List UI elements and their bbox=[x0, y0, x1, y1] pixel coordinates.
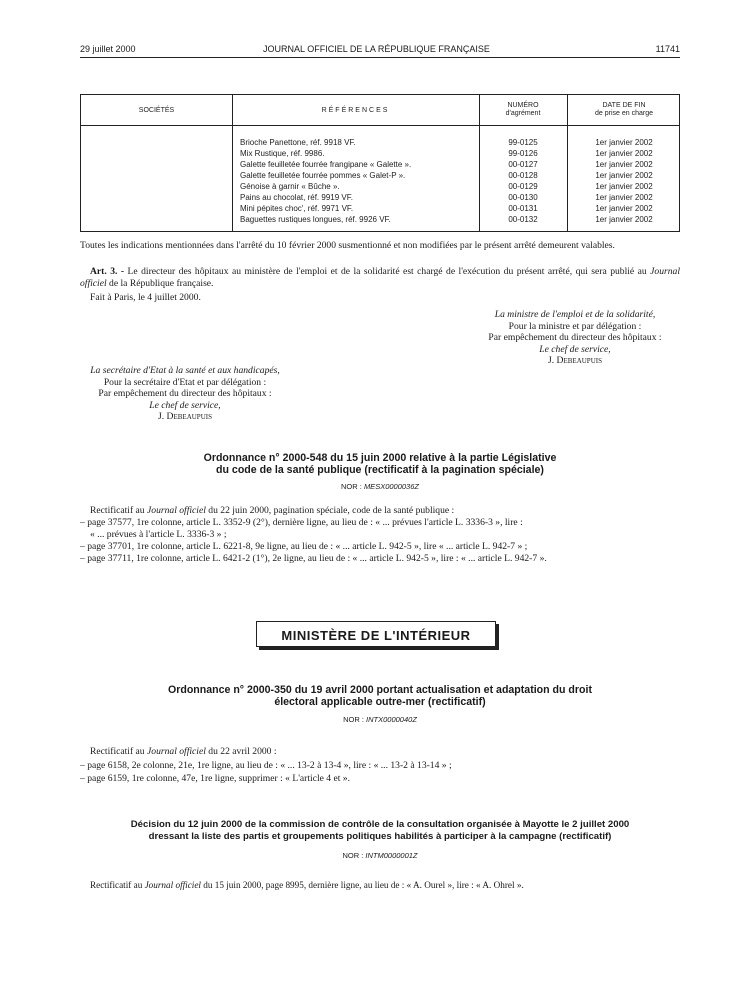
table-row-date: 1er janvier 2002 bbox=[595, 138, 653, 147]
done-at-paris: Fait à Paris, le 4 juillet 2000. bbox=[90, 292, 201, 303]
ordonnance-350-title-line2: électoral applicable outre-mer (rectificatif) bbox=[274, 696, 486, 708]
col-header-societes: SOCIÉTÉS bbox=[138, 107, 175, 114]
table-row-date: 1er janvier 2002 bbox=[595, 171, 653, 180]
table-row-date: 1er janvier 2002 bbox=[595, 160, 653, 169]
table-row-numero: 00-0128 bbox=[508, 171, 538, 180]
table-row-numero: 00-0131 bbox=[508, 204, 538, 213]
ordonnance-350-title-line1: Ordonnance n° 2000-350 du 19 avril 2000 portant actualisation et adaptation du droit bbox=[168, 684, 592, 696]
ordonnance-350-nor bbox=[80, 715, 680, 724]
table-row-reference: Galette feuilletée fourrée frangipane « Galette ». bbox=[240, 160, 412, 169]
decision-title bbox=[80, 819, 680, 842]
sig-left-role: Le chef de service, bbox=[149, 399, 221, 411]
signature-block-minister bbox=[470, 309, 680, 367]
table-row-reference: Brioche Panettone, réf. 9918 VF. bbox=[240, 138, 356, 147]
references-column bbox=[240, 137, 411, 225]
validity-paragraph: Toutes les indications mentionnées dans l'arrêté du 10 février 2000 susmentionné et non modifiées par le présent arrêté demeurent valables. bbox=[80, 240, 615, 251]
sig-left-delegation: Pour la secrétaire d'Etat et par délégation : bbox=[103, 376, 267, 388]
table-row-reference: Baguettes rustiques longues, réf. 9926 VF. bbox=[240, 215, 391, 224]
table-row-numero: 99-0126 bbox=[508, 149, 538, 158]
header-date: 29 juillet 2000 bbox=[80, 44, 136, 54]
ordonnance-548-title-line1: Ordonnance n° 2000-548 du 15 juin 2000 relative à la partie Législative bbox=[203, 452, 557, 464]
ministry-heading: MINISTÈRE DE L'INTÉRIEUR bbox=[281, 628, 471, 643]
ordonnance-548-nor bbox=[80, 482, 680, 491]
ordonnance-350-item-1: – page 6158, 2e colonne, 21e, 1re ligne, au lieu de : « ... 13-2 à 13-4 », lire : « ... 13-2 à 13-14 » ; bbox=[80, 759, 452, 771]
nor-code: INTM0000001Z bbox=[365, 851, 418, 860]
signature-block-secretary bbox=[80, 365, 290, 423]
sig-right-title: La ministre de l'emploi et de la solidarité, bbox=[494, 309, 656, 320]
article-3-journal: Journal officiel bbox=[80, 266, 681, 289]
table-row-reference: Génoise à garnir « Bûche ». bbox=[240, 182, 340, 191]
article-3-text-a: Le directeur des hôpitaux au ministère de l'emploi et de la solidarité est chargé de l'exécution du présent arrêté, qui sera publié au bbox=[124, 266, 651, 277]
table-row-numero: 00-0130 bbox=[508, 193, 538, 202]
col-header-references: RÉFÉRENCES bbox=[321, 107, 390, 114]
ordonnance-548-body bbox=[80, 505, 680, 565]
ordonnance-548-item-2: – page 37701, 1re colonne, article L. 6221-8, 9e ligne, au lieu de : « ... article L. 942-5 », lire « ... article L. 942-7 » ; bbox=[80, 541, 528, 552]
decision-body: Rectificatif au Journal officiel du 15 juin 2000, page 8995, dernière ligne, au lieu de : « A. Ourel », lire : « A. Ohrel ». bbox=[90, 880, 524, 890]
table-row-date: 1er janvier 2002 bbox=[595, 193, 653, 202]
sig-left-impediment: Par empêchement du directeur des hôpitaux : bbox=[98, 388, 272, 399]
ministry-heading-box bbox=[256, 621, 496, 647]
sig-right-name: J. Debeaupuis bbox=[548, 355, 602, 366]
ordonnance-350-intro: Rectificatif au Journal officiel du 22 avril 2000 : bbox=[90, 746, 277, 757]
table-row-date: 1er janvier 2002 bbox=[595, 149, 653, 158]
table-row-reference: Mix Rustique, réf. 9986. bbox=[240, 149, 325, 158]
col-header-numero-line2: d'agrément bbox=[505, 110, 541, 117]
ordonnance-350-item-2: – page 6159, 1re colonne, 47e, 1re ligne, supprimer : « L'article 4 et ». bbox=[80, 773, 351, 784]
numero-column bbox=[479, 137, 567, 225]
col-header-numero bbox=[479, 102, 567, 118]
sig-left-name: J. Debeaupuis bbox=[158, 411, 212, 422]
col-header-date-line2: de prise en charge bbox=[595, 110, 653, 117]
nor-label: NOR : bbox=[342, 851, 364, 860]
article-3-label: Art. 3. - bbox=[90, 266, 125, 277]
table-row-date: 1er janvier 2002 bbox=[595, 215, 653, 224]
col-header-numero-line1: NUMÉRO bbox=[507, 102, 539, 109]
table-row-numero: 00-0132 bbox=[508, 215, 538, 224]
table-row-numero: 00-0129 bbox=[508, 182, 538, 191]
approval-table bbox=[80, 94, 680, 232]
nor-label: NOR : bbox=[343, 715, 364, 724]
ordonnance-350-body bbox=[80, 745, 680, 786]
header-journal-title: JOURNAL OFFICIEL DE LA RÉPUBLIQUE FRANÇAISE bbox=[263, 44, 490, 54]
table-row-date: 1er janvier 2002 bbox=[595, 182, 653, 191]
header-rule bbox=[80, 57, 680, 58]
nor-code: INTX0000040Z bbox=[366, 715, 417, 724]
table-row-reference: Galette feuilletée fourrée pommes « Galet-P ». bbox=[240, 171, 406, 180]
table-col-divider bbox=[232, 95, 233, 231]
table-row-reference: Pains au chocolat, réf. 9919 VF. bbox=[240, 193, 353, 202]
table-header-divider bbox=[81, 125, 679, 126]
decision-title-line2: dressant la liste des partis et groupements politiques habilités à participer à la campagne (rectificatif) bbox=[148, 830, 612, 842]
sig-left-title: La secrétaire d'Etat à la santé et aux handicapés, bbox=[90, 365, 280, 376]
sig-right-impediment: Par empêchement du directeur des hôpitaux : bbox=[488, 332, 662, 343]
table-row-reference: Mini pépites choc', réf. 9971 VF. bbox=[240, 204, 354, 213]
table-row-date: 1er janvier 2002 bbox=[595, 204, 653, 213]
ordonnance-548-title bbox=[80, 452, 680, 476]
ordonnance-350-title bbox=[80, 684, 680, 708]
article-3-text-b: de la République française. bbox=[106, 278, 214, 289]
ordonnance-548-item-1: – page 37577, 1re colonne, article L. 3352-9 (2°), dernière ligne, au lieu de : « ... prévues l'article L. 3336-3 », lire : bbox=[80, 517, 523, 528]
article-3-paragraph bbox=[80, 266, 680, 290]
nor-label: NOR : bbox=[341, 482, 362, 491]
ordonnance-548-title-line2: du code de la santé publique (rectificatif à la pagination spéciale) bbox=[216, 464, 544, 476]
sig-right-role: Le chef de service, bbox=[539, 343, 611, 355]
col-header-date bbox=[567, 102, 681, 118]
header-page-number: 11741 bbox=[655, 44, 680, 54]
col-header-date-line1: DATE DE FIN bbox=[602, 102, 646, 109]
sig-right-delegation: Pour la ministre et par délégation : bbox=[508, 320, 642, 332]
ordonnance-548-item-1-cont: « ... prévues à l'article L. 3336-3 » ; bbox=[90, 529, 227, 540]
decision-nor bbox=[80, 851, 680, 860]
ordonnance-548-item-3: – page 37711, 1re colonne, article L. 6421-2 (1°), 2e ligne, au lieu de : « ... article L. 942-5 », lire : « ... article L. 942-7 ». bbox=[80, 553, 547, 564]
ordonnance-548-intro: Rectificatif au Journal officiel du 22 juin 2000, pagination spéciale, code de la santé publique : bbox=[90, 505, 455, 516]
date-column bbox=[567, 137, 681, 225]
nor-code: MESX0000036Z bbox=[363, 482, 419, 491]
decision-title-line1: Décision du 12 juin 2000 de la commission de contrôle de la consultation organisée à Mayotte le 2 juillet 2000 bbox=[130, 819, 630, 830]
table-row-numero: 99-0125 bbox=[508, 138, 538, 147]
table-row-numero: 00-0127 bbox=[508, 160, 538, 169]
